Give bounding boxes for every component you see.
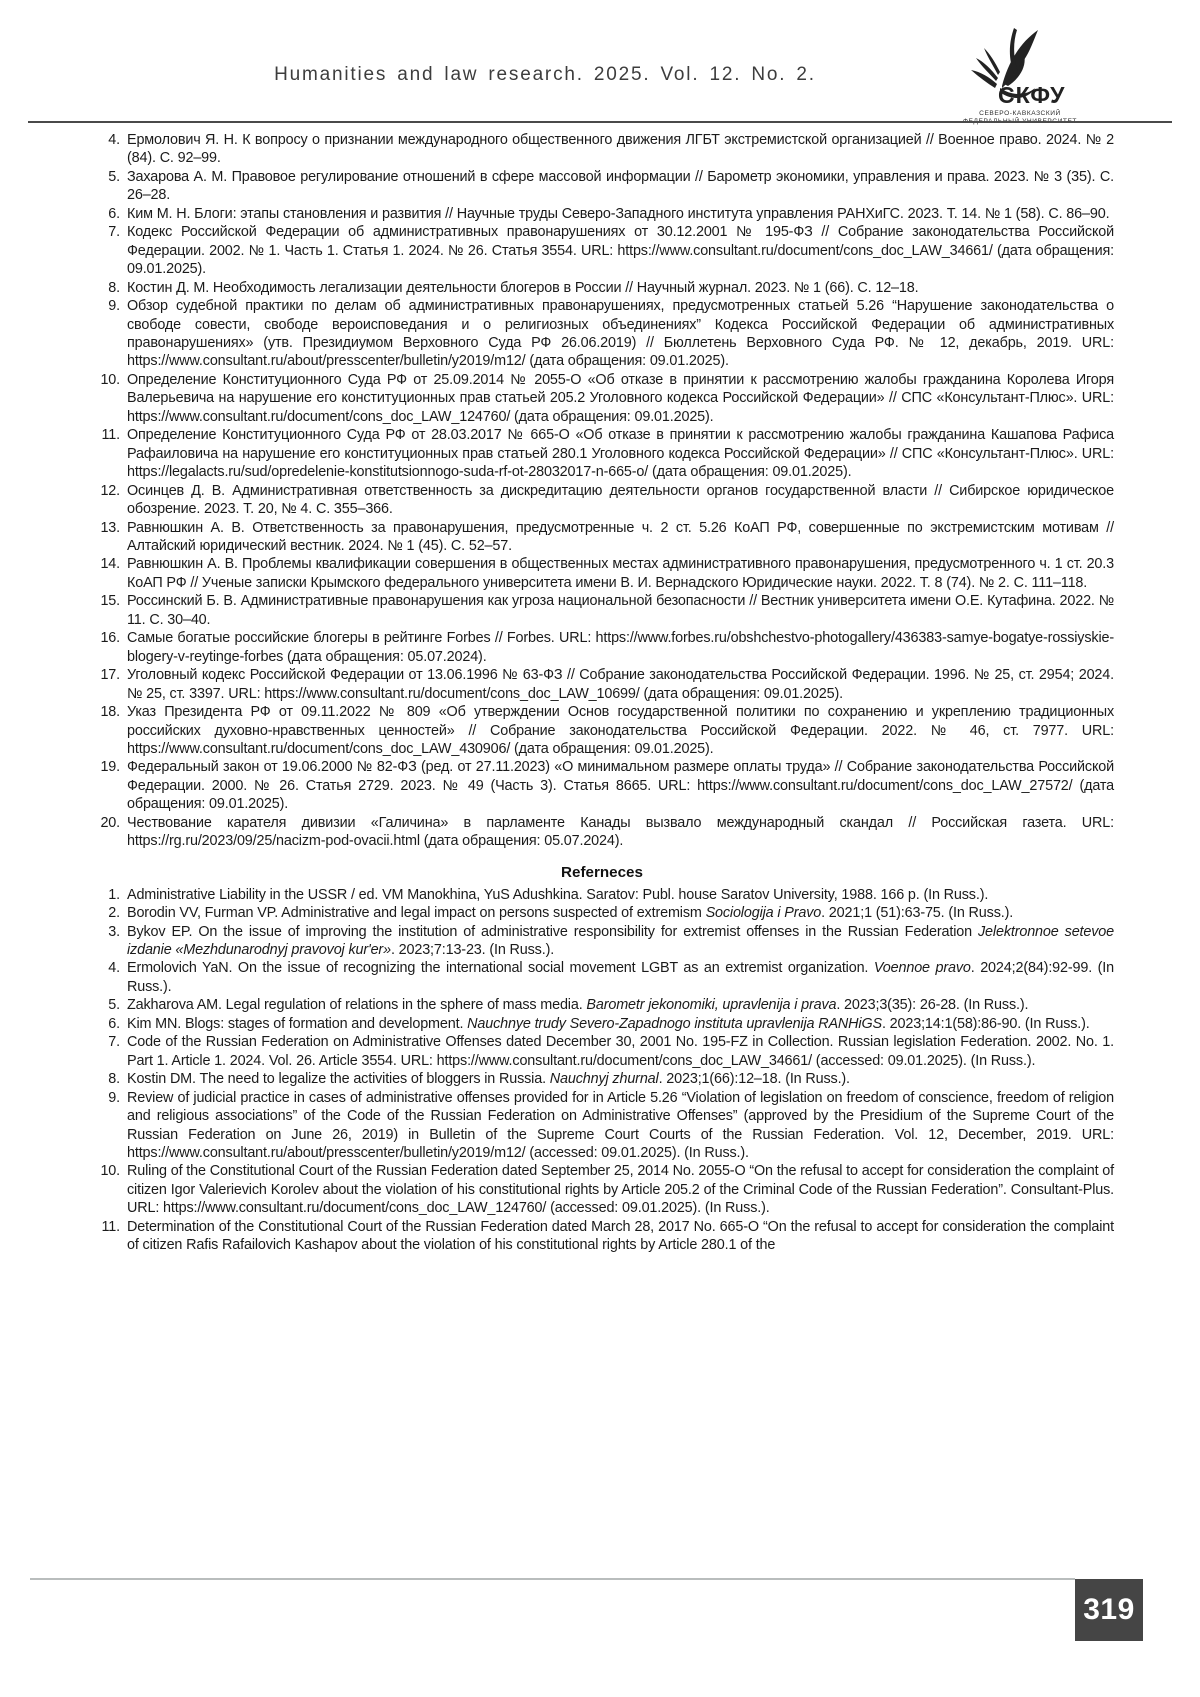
reference-item (90, 1070, 1114, 1088)
reference-item (90, 629, 1114, 666)
reference-number: 10. (100, 1163, 120, 1180)
reference-text: Определение Конституционного Суда РФ от 25.09.2014 № 2055-О «Об отказе в принятии к рассмотрению жалобы гражданина Королева Игоря Валерьевича на нарушение его конституционных прав статьей 205.2 Уголовного кодекса Российской Федерации» // СПС «Консультант-Плюс». URL: https://www.consultant.ru/document/cons_doc_LAW_124760/ (дата обращения: 09.01.2025). (127, 371, 1114, 425)
reference-text: Kostin DM. The need to legalize the activities of bloggers in Russia. Nauchnyj zhurnal. 2023;1(66):12–18. (In Russ.). (127, 1071, 850, 1088)
reference-text: Самые богатые российские блогеры в рейтинге Forbes // Forbes. URL: https://www.forbes.ru/obshchestvo-photogallery/436383-samye-bogatye-rossiyskie-blogery-v-reytinge-forbes (дата обращения: 05.07.2024). (127, 630, 1114, 665)
reference-number: 19. (100, 759, 120, 776)
reference-text: Обзор судебной практики по делам об административных правонарушениях, предусмотренных статьей 5.26 “Нарушение законодательства о свободе совести, свободе вероисповедания и о религиозных объединениях” Кодекса Российской Федерации об административных правонарушениях» (утв. Президиумом Верховного Суда РФ 26.06.2019) // Бюллетень Верховного Суда РФ. № 12, декабрь, 2019. URL: https://www.consultant.ru/about/presscenter/bulletin/y2019/m12/ (дата обращения: 09.01.2025). (127, 298, 1114, 370)
reference-number: 6. (108, 1015, 120, 1032)
reference-text: Костин Д. М. Необходимость легализации деятельности блогеров в России // Научный журнал. 2023. № 1 (66). С. 12–18. (127, 279, 919, 296)
reference-text: Administrative Liability in the USSR / ed. VM Manokhina, YuS Adushkina. Saratov: Publ. house Saratov University, 1988. 166 p. (In Russ.). (127, 886, 989, 903)
reference-number: 11. (101, 427, 120, 444)
references-heading: Referneces (561, 863, 643, 881)
reference-number: 10. (100, 371, 120, 388)
reference-item (90, 555, 1114, 592)
university-logo (958, 26, 1082, 122)
reference-item (90, 703, 1114, 758)
reference-number: 8. (108, 279, 120, 296)
reference-item (90, 371, 1114, 426)
reference-item (90, 168, 1114, 205)
reference-number: 7. (108, 224, 120, 241)
reference-item (90, 758, 1114, 813)
reference-item (90, 814, 1114, 851)
reference-text: Указ Президента РФ от 09.11.2022 № 809 «Об утверждении Основ государственной политики по сохранению и укреплению традиционных российских духовно-нравственных ценностей» // Собрание законодательства Российской Федерации. 2022. № 46, ст. 7977. URL: https://www.consultant.ru/document/cons_doc_LAW_430906/ (дата обращения: 09.01.2025). (127, 704, 1114, 757)
reference-text: Bykov EP. On the issue of improving the institution of administrative responsibility for extremist offenses in the Russian Federation Jelektronnoe setevoe izdanie «Mezhdunarodnyj pravovoj kur'er». 2023;7:13-23. (In Russ.). (127, 923, 1114, 959)
reference-text: Borodin VV, Furman VP. Administrative and legal impact on persons suspected of extremism Sociologija i Pravo. 2021;1 (51):63-75. (In Russ.). (127, 905, 1014, 922)
reference-text: Ермолович Я. Н. К вопросу о признании международного общественного движения ЛГБТ экстремистской организацией // Военное право. 2024. № 2 (84). С. 92–99. (127, 132, 1114, 167)
reference-text: Равнюшкин А. В. Проблемы квалификации совершения в общественных местах административного правонарушения, предусмотренного ч. 1 ст. 20.3 КоАП РФ // Ученые записки Крымского федерального университета имени В. И. Вернадского Юридические науки. 2022. Т. 8 (74). № 2. С. 111–118. (127, 556, 1114, 591)
reference-text: Захарова А. М. Правовое регулирование отношений в сфере массовой информации // Барометр экономики, управления и права. 2023. № 3 (35). С. 26–28. (127, 168, 1114, 204)
reference-item (90, 959, 1114, 996)
header-divider (28, 121, 1172, 123)
reference-number: 6. (108, 205, 120, 222)
reference-text: Россинский Б. В. Административные правонарушения как угроза национальной безопасности // Вестник университета имени О.Е. Кутафина. 2022. № 11. С. 30–40. (127, 593, 1114, 628)
russian-reference-list (90, 131, 1114, 851)
reference-number: 5. (108, 997, 120, 1014)
reference-number: 3. (108, 923, 120, 940)
reference-number: 12. (100, 482, 120, 499)
reference-item (90, 1089, 1114, 1163)
page-number-box (1075, 1579, 1143, 1641)
reference-text: Определение Конституционного Суда РФ от 28.03.2017 № 665-О «Об отказе в принятии к рассмотрению жалобы гражданина Кашапова Рафиса Рафаиловича на нарушение его конституционных прав статьей 280.1 Уголовного кодекса Российской Федерации» // СПС «Консультант-Плюс». URL: https://legalacts.ru/sud/opredelenie-konstitutsionnogo-suda-rf-ot-28032017-n-665-o/ (дата обращения: 09.01.2025). (127, 427, 1114, 481)
reference-item (90, 1162, 1114, 1217)
reference-text: Code of the Russian Federation on Administrative Offenses dated December 30, 2001 No. 195-FZ in Collection. Russian legislation Federation. 2002. No. 1. Part 1. Article 1. 2024. Vol. 26. Article 3554. URL: https://www.consultant.ru/document/cons_doc_LAW_34661/ (accessed: 09.01.2025). (In Russ.). (127, 1034, 1114, 1069)
reference-item (90, 223, 1114, 278)
english-reference-list (90, 886, 1114, 1255)
reference-number: 9. (108, 1089, 120, 1106)
reference-item (90, 426, 1114, 481)
page-number: 319 (1083, 1593, 1135, 1626)
reference-item (90, 1218, 1114, 1255)
reference-text: Ruling of the Constitutional Court of the Russian Federation dated September 25, 2014 No. 2055-O “On the refusal to accept for consideration the complaint of citizen Igor Valerievich Korolev about the violation of his constitutional rights by Article 205.2 of the Criminal Code of the Russian Federation”. Consultant-Plus. URL: https://www.consultant.ru/document/cons_doc_LAW_124760/ (accessed: 09.01.2025). (In Russ.). (127, 1163, 1114, 1217)
reference-text: Review of judicial practice in cases of administrative offenses provided for in Article 5.26 “Violation of legislation on freedom of conscience, freedom of religion and religious associations” of the Code of the Russian Federation on Administrative Offenses” (approved by the Presidium of the Supreme Court of the Russian Federation on June 26, 2019) in Bulletin of the Supreme Court Courts of the Russian Federation. Vol. 12, December, 2019. URL: https://www.consultant.ru/about/presscenter/bulletin/y2019/m12/ (accessed: 09.01.2025). (In Russ.). (127, 1089, 1114, 1162)
reference-number: 4. (108, 132, 120, 148)
reference-number: 16. (100, 630, 120, 647)
reference-item (90, 279, 1114, 297)
reference-item (90, 519, 1114, 556)
reference-item (90, 482, 1114, 519)
reference-text: Чествование карателя дивизии «Галичина» в парламенте Канады вызвало международный скандал // Российская газета. URL: https://rg.ru/2023/09/25/nacizm-pod-ovacii.html (дата обращения: 05.07.2024). (127, 814, 1114, 850)
reference-number: 13. (100, 519, 120, 536)
reference-text: Determination of the Constitutional Court of the Russian Federation dated March 28, 2017 No. 665-O “On the refusal to accept for consideration the complaint of citizen Rafis Rafailovich Kashapov about the violation of his constitutional rights by Article 280.1 of the (127, 1218, 1114, 1254)
reference-text: Уголовный кодекс Российской Федерации от 13.06.1996 № 63-ФЗ // Собрание законодательства Российской Федерации. 1996. № 25, ст. 2954; 2024. № 25, ст. 3397. URL: https://www.consultant.ru/document/cons_doc_LAW_10699/ (дата обращения: 09.01.2025). (127, 667, 1114, 702)
reference-item (90, 131, 1114, 168)
reference-item (90, 1015, 1114, 1033)
reference-number: 11. (101, 1218, 120, 1235)
reference-text: Равнюшкин А. В. Ответственность за правонарушения, предусмотренные ч. 2 ст. 5.26 КоАП РФ, совершенные по экстремистским мотивам // Алтайский юридический вестник. 2024. № 1 (45). С. 52–57. (127, 519, 1114, 554)
reference-number: 5. (108, 168, 120, 185)
reference-number: 1. (108, 886, 120, 903)
reference-item (90, 996, 1114, 1014)
bibliography-section (0, 131, 1200, 1255)
reference-item (90, 886, 1114, 904)
reference-number: 9. (108, 298, 120, 315)
reference-number: 18. (100, 704, 120, 721)
reference-item (90, 592, 1114, 629)
reference-text: Федеральный закон от 19.06.2000 № 82-ФЗ (ред. от 27.11.2023) «О минимальном размере оплаты труда» // Собрание законодательства Российской Федерации. 2000. № 26. Статья 2729. 2023. № 49 (Часть 3). Статья 8665. URL: https://www.consultant.ru/document/cons_doc_LAW_27572/ (дата обращения: 09.01.2025). (127, 759, 1114, 813)
logo-caption-line1: СЕВЕРО-КАВКАЗСКИЙ (979, 110, 1061, 117)
reference-item (90, 1033, 1114, 1070)
reference-item (90, 666, 1114, 703)
reference-text: Zakharova AM. Legal regulation of relations in the sphere of mass media. Barometr jekonomiki, upravlenija i prava. 2023;3(35): 26-28. (In Russ.). (127, 997, 1029, 1014)
logo-caption (958, 110, 1082, 126)
reference-text: Ermolovich YaN. On the issue of recognizing the international social movement LGBT as an extremist organization. Voennoe pravo. 2024;2(84):92-99. (In Russ.). (127, 960, 1115, 995)
reference-number: 20. (100, 814, 120, 831)
reference-number: 4. (108, 960, 120, 977)
reference-number: 8. (108, 1071, 120, 1088)
reference-number: 7. (108, 1034, 120, 1051)
journal-title: Humanities and law research. 2025. Vol. 12. No. 2. (274, 64, 816, 85)
reference-item (90, 205, 1114, 223)
reference-item (90, 297, 1114, 371)
footer-divider (30, 1578, 1075, 1580)
reference-number: 14. (100, 556, 120, 573)
reference-item (90, 923, 1114, 960)
logo-acronym: СКФУ (998, 82, 1066, 108)
reference-text: Кодекс Российской Федерации об административных правонарушениях от 30.12.2001 № 195-ФЗ // Собрание законодательства Российской Федерации. 2002. № 1. Часть 1. Статья 1. 2024. № 26. Статья 3554. URL: https://www.consultant.ru/document/cons_doc_LAW_34661/ (дата обращения: 09.01.2025). (127, 224, 1114, 278)
reference-number: 2. (108, 905, 120, 922)
reference-number: 15. (100, 593, 120, 610)
reference-text: Kim MN. Blogs: stages of formation and development. Nauchnye trudy Severo-Zapadnogo instituta upravlenija RANHiGS. 2023;14:1(58):86-90. (In Russ.). (127, 1015, 1090, 1032)
reference-item (90, 904, 1114, 922)
reference-number: 17. (100, 667, 120, 684)
reference-text: Осинцев Д. В. Административная ответственность за дискредитацию деятельности органов государственной власти // Сибирское юридическое обозрение. 2023. Т. 20, № 4. С. 355–366. (127, 482, 1114, 518)
reference-text: Ким М. Н. Блоги: этапы становления и развития // Научные труды Северо-Западного института управления РАНХиГС. 2023. Т. 14. № 1 (58). С. 86–90. (127, 205, 1110, 222)
